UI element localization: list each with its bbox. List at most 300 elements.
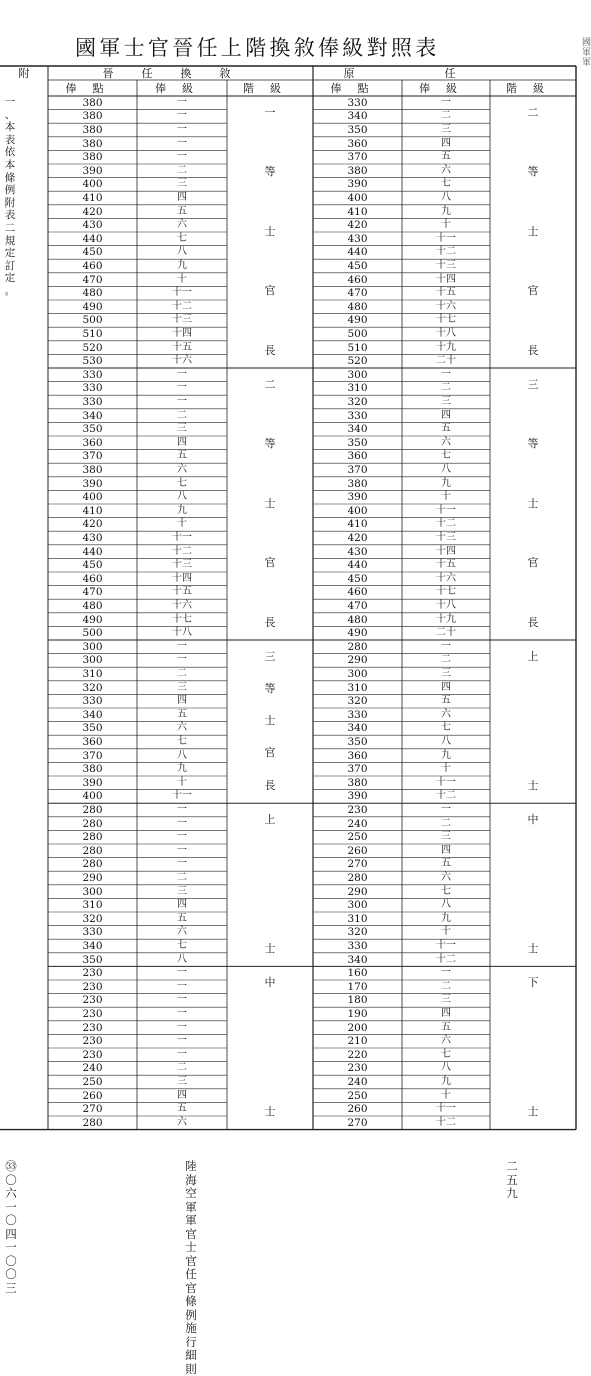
promo-points: 450 [48,246,137,258]
promo-points: 230 [48,1035,137,1047]
promo-grade: 七 [137,940,227,952]
orig-points: 350 [313,736,402,748]
orig-grade: 六 [402,709,490,721]
remark-note [2,96,18,298]
orig-points: 340 [313,954,402,966]
promo-points: 390 [48,478,137,490]
orig-grade: 十六 [402,301,490,313]
promo-points: 370 [48,450,137,462]
orig-grade: 十 [402,491,490,503]
promo-grade: 一 [137,641,227,653]
orig-grade: 五 [402,695,490,707]
remark-char: 訂 [2,260,18,273]
promo-rank-char: 官 [260,284,280,297]
promo-grade: 十四 [137,573,227,585]
orig-grade: 六 [402,437,490,449]
edge-char: 軍 [582,48,590,58]
promo-grade: 八 [137,750,227,762]
orig-grade: 十三 [402,532,490,544]
orig-points: 380 [313,165,402,177]
orig-points: 430 [313,546,402,558]
promo-rank-char: 等 [260,165,280,178]
promo-points: 240 [48,1062,137,1074]
promo-grade: 六 [137,722,227,734]
promo-points: 420 [48,518,137,530]
footer-date-char: 〇 [4,1174,18,1188]
promo-grade: 六 [137,464,227,476]
promo-points: 280 [48,1117,137,1129]
orig-points: 430 [313,233,402,245]
table-title: 國軍士官晉任上階換敘俸級對照表 [75,32,440,62]
footer-law-char: 軍 [184,1214,198,1228]
orig-grade: 七 [402,1049,490,1061]
promo-grade: 一 [137,97,227,109]
promo-rank-char: 上 [260,813,280,826]
orig-grade: 十五 [402,287,490,299]
promo-grade: 一 [137,967,227,979]
orig-points: 480 [313,301,402,313]
footer-law-char: 官 [184,1228,198,1242]
orig-grade: 九 [402,913,490,925]
footer-date-char: 一 [4,1241,18,1255]
orig-points: 230 [313,804,402,816]
promo-grade: 一 [137,831,227,843]
orig-points: 450 [313,260,402,272]
footer-date-char: 〇 [4,1214,18,1228]
promo-grade: 四 [137,192,227,204]
promo-points: 480 [48,600,137,612]
orig-grade: 八 [402,192,490,204]
promo-points: 400 [48,178,137,190]
orig-grade: 一 [402,967,490,979]
orig-rank-char: 上 [523,650,543,663]
orig-rank-char: 三 [523,378,543,391]
promo-points: 380 [48,110,137,122]
orig-points: 310 [313,682,402,694]
orig-points: 280 [313,641,402,653]
footer-date [4,1160,18,1295]
promo-points: 380 [48,763,137,775]
orig-points: 350 [313,124,402,136]
orig-grade: 十 [402,219,490,231]
orig-rank-char: 二 [523,106,543,119]
promo-grade: 十三 [137,314,227,326]
orig-points: 330 [313,940,402,952]
orig-grade: 九 [402,206,490,218]
footer-date-char: 〇 [4,1268,18,1282]
orig-points: 360 [313,450,402,462]
promo-points: 280 [48,804,137,816]
orig-grade: 十 [402,926,490,938]
orig-grade: 十二 [402,246,490,258]
orig-points: 190 [313,1008,402,1020]
promo-grade: 十六 [137,355,227,367]
orig-grade: 二十 [402,627,490,639]
footer-page-char: 五 [505,1174,519,1188]
orig-points: 520 [313,355,402,367]
orig-grade: 十一 [402,940,490,952]
orig-grade: 七 [402,722,490,734]
promo-points: 350 [48,423,137,435]
remark-char: 二 [2,222,18,235]
orig-grade: 十三 [402,260,490,272]
promo-grade: 二 [137,410,227,422]
promo-points: 310 [48,668,137,680]
orig-points: 260 [313,845,402,857]
orig-rank-char: 等 [523,437,543,450]
remark-char: 、 [2,109,18,122]
header-remark: 附 [19,67,30,80]
edge-char: 軍 [582,58,590,68]
promo-points: 290 [48,872,137,884]
orig-grade: 三 [402,396,490,408]
promo-points: 460 [48,260,137,272]
promo-rank-char: 一 [260,106,280,119]
promo-grade: 一 [137,382,227,394]
footer-law-char: 官 [184,1255,198,1269]
promo-grade: 十一 [137,287,227,299]
orig-points: 460 [313,274,402,286]
orig-points: 340 [313,423,402,435]
orig-grade: 三 [402,994,490,1006]
promo-rank-char: 中 [260,976,280,989]
remark-char: 。 [2,285,18,298]
promo-points: 390 [48,165,137,177]
orig-grade: 十一 [402,505,490,517]
footer-law-title [184,1160,198,1376]
header-grade: 俸級 [155,82,209,95]
footer-law-char: 海 [184,1174,198,1188]
promo-grade: 三 [137,886,227,898]
orig-points: 180 [313,994,402,1006]
orig-grade: 七 [402,886,490,898]
orig-points: 490 [313,627,402,639]
promo-points: 440 [48,546,137,558]
orig-points: 470 [313,287,402,299]
footer-law-char: 空 [184,1187,198,1201]
orig-grade: 十一 [402,777,490,789]
orig-points: 420 [313,219,402,231]
orig-rank-char: 士 [523,942,543,955]
header-promotion: 晉任換敘 [103,67,259,80]
promo-rank-char: 官 [260,556,280,569]
promo-points: 500 [48,314,137,326]
promo-grade: 八 [137,246,227,258]
orig-points: 500 [313,328,402,340]
footer-page-char: 二 [505,1160,519,1174]
promo-points: 330 [48,369,137,381]
promo-rank-char: 長 [260,779,280,792]
orig-grade: 五 [402,1022,490,1034]
promo-points: 330 [48,926,137,938]
orig-points: 420 [313,532,402,544]
promo-rank-char: 官 [260,746,280,759]
orig-points: 390 [313,491,402,503]
page-edge-text [582,38,590,68]
promo-grade: 四 [137,1090,227,1102]
promo-grade: 一 [137,981,227,993]
promo-points: 440 [48,233,137,245]
orig-grade: 八 [402,464,490,476]
promo-grade: 十五 [137,586,227,598]
orig-points: 380 [313,777,402,789]
orig-grade: 三 [402,124,490,136]
promo-grade: 九 [137,260,227,272]
orig-rank-char: 長 [523,616,543,629]
promo-rank-char: 士 [260,714,280,727]
promo-points: 330 [48,695,137,707]
orig-points: 380 [313,478,402,490]
promo-grade: 十五 [137,342,227,354]
footer-law-char: 則 [184,1363,198,1376]
promo-points: 380 [48,464,137,476]
orig-points: 260 [313,1103,402,1115]
promo-grade: 九 [137,763,227,775]
remark-char: 表 [2,134,18,147]
remark-char: 附 [2,197,18,210]
orig-grade: 五 [402,151,490,163]
promo-points: 300 [48,886,137,898]
promo-points: 280 [48,858,137,870]
promo-points: 320 [48,682,137,694]
orig-grade: 二十 [402,355,490,367]
orig-points: 450 [313,573,402,585]
promo-points: 490 [48,614,137,626]
orig-grade: 二 [402,981,490,993]
promo-points: 280 [48,818,137,830]
header-points: 俸點 [66,82,120,95]
promo-grade: 二 [137,668,227,680]
promo-grade: 一 [137,369,227,381]
promo-points: 400 [48,491,137,503]
orig-rank-char: 士 [523,779,543,792]
promo-grade: 十一 [137,532,227,544]
promo-grade: 八 [137,954,227,966]
promo-grade: 一 [137,151,227,163]
promo-points: 380 [48,138,137,150]
promo-grade: 四 [137,695,227,707]
header-grade: 俸級 [419,82,473,95]
promo-grade: 七 [137,233,227,245]
promo-points: 410 [48,505,137,517]
promo-grade: 十 [137,777,227,789]
promo-grade: 四 [137,899,227,911]
orig-grade: 十二 [402,954,490,966]
orig-points: 390 [313,178,402,190]
orig-grade: 一 [402,641,490,653]
promo-grade: 一 [137,654,227,666]
orig-points: 410 [313,206,402,218]
promo-points: 470 [48,274,137,286]
orig-points: 340 [313,110,402,122]
orig-rank-char: 中 [523,813,543,826]
promo-grade: 六 [137,1117,227,1129]
orig-points: 300 [313,668,402,680]
promo-points: 230 [48,1049,137,1061]
orig-points: 330 [313,97,402,109]
promo-points: 510 [48,328,137,340]
promo-grade: 一 [137,818,227,830]
orig-points: 320 [313,695,402,707]
orig-grade: 四 [402,138,490,150]
promo-rank-char: 士 [260,942,280,955]
remark-char: 定 [2,272,18,285]
promo-grade: 十七 [137,614,227,626]
promo-points: 230 [48,994,137,1006]
orig-grade: 六 [402,1035,490,1047]
promo-points: 430 [48,532,137,544]
promo-points: 380 [48,124,137,136]
orig-grade: 五 [402,858,490,870]
promo-grade: 三 [137,682,227,694]
promo-points: 250 [48,1076,137,1088]
promo-grade: 六 [137,926,227,938]
orig-points: 460 [313,586,402,598]
promo-grade: 一 [137,994,227,1006]
promo-grade: 一 [137,138,227,150]
promo-grade: 一 [137,845,227,857]
footer-date-char: 〇 [4,1255,18,1269]
remark-char: 表 [2,209,18,222]
promo-points: 300 [48,641,137,653]
remark-char: 本 [2,159,18,172]
promo-points: 450 [48,559,137,571]
promo-grade: 七 [137,478,227,490]
orig-points: 320 [313,396,402,408]
orig-grade: 一 [402,369,490,381]
promo-points: 340 [48,940,137,952]
promo-grade: 十 [137,274,227,286]
orig-points: 310 [313,382,402,394]
orig-grade: 七 [402,178,490,190]
orig-grade: 二 [402,654,490,666]
promo-points: 470 [48,586,137,598]
promo-grade: 三 [137,178,227,190]
promo-points: 430 [48,219,137,231]
footer-law-char: 細 [184,1349,198,1363]
promo-rank-char: 三 [260,650,280,663]
orig-grade: 七 [402,450,490,462]
promo-rank-char: 等 [260,682,280,695]
orig-points: 240 [313,1076,402,1088]
promo-points: 360 [48,736,137,748]
promo-grade: 一 [137,1049,227,1061]
promo-points: 530 [48,355,137,367]
footer-law-char: 條 [184,1295,198,1309]
footer-date-char: 四 [4,1228,18,1242]
promo-grade: 一 [137,1035,227,1047]
orig-grade: 四 [402,1008,490,1020]
orig-points: 510 [313,342,402,354]
promo-grade: 四 [137,437,227,449]
orig-grade: 四 [402,682,490,694]
promo-grade: 十二 [137,546,227,558]
orig-grade: 一 [402,97,490,109]
promo-grade: 十二 [137,301,227,313]
promo-grade: 一 [137,1022,227,1034]
orig-grade: 二 [402,818,490,830]
promo-points: 390 [48,777,137,789]
orig-grade: 十二 [402,518,490,530]
orig-grade: 六 [402,165,490,177]
promo-points: 490 [48,301,137,313]
promo-grade: 五 [137,709,227,721]
promo-points: 280 [48,845,137,857]
promo-points: 370 [48,750,137,762]
promo-rank-char: 二 [260,378,280,391]
orig-points: 340 [313,722,402,734]
orig-grade: 十二 [402,1117,490,1129]
orig-points: 220 [313,1049,402,1061]
orig-grade: 十七 [402,586,490,598]
orig-points: 200 [313,1022,402,1034]
orig-points: 370 [313,151,402,163]
orig-grade: 十八 [402,600,490,612]
orig-rank-char: 官 [523,284,543,297]
promo-points: 350 [48,954,137,966]
promo-points: 300 [48,654,137,666]
promo-points: 280 [48,831,137,843]
orig-points: 290 [313,886,402,898]
promo-grade: 九 [137,505,227,517]
orig-rank-char: 下 [523,976,543,989]
orig-grade: 十四 [402,546,490,558]
orig-grade: 九 [402,750,490,762]
orig-points: 440 [313,246,402,258]
promo-grade: 一 [137,1008,227,1020]
orig-grade: 五 [402,423,490,435]
promo-points: 230 [48,967,137,979]
orig-grade: 四 [402,410,490,422]
orig-rank-char: 士 [523,1105,543,1118]
orig-grade: 十 [402,763,490,775]
orig-points: 480 [313,614,402,626]
remark-char: 依 [2,146,18,159]
orig-grade: 八 [402,899,490,911]
promo-points: 380 [48,151,137,163]
promo-grade: 一 [137,396,227,408]
orig-points: 400 [313,192,402,204]
footer-law-char: 任 [184,1268,198,1282]
promo-grade: 五 [137,450,227,462]
orig-grade: 九 [402,1076,490,1088]
promo-points: 310 [48,899,137,911]
orig-points: 250 [313,831,402,843]
orig-points: 390 [313,790,402,802]
orig-grade: 八 [402,736,490,748]
footer-law-char: 例 [184,1309,198,1323]
orig-points: 300 [313,899,402,911]
promo-grade: 一 [137,858,227,870]
footer-law-char: 陸 [184,1160,198,1174]
header-rank: 階級 [243,82,297,95]
orig-grade: 十一 [402,1103,490,1115]
promo-grade: 八 [137,491,227,503]
promo-grade: 十一 [137,790,227,802]
orig-grade: 四 [402,845,490,857]
promo-grade: 七 [137,736,227,748]
promo-grade: 二 [137,165,227,177]
orig-grade: 十八 [402,328,490,340]
promo-grade: 二 [137,1062,227,1074]
orig-grade: 八 [402,1062,490,1074]
orig-points: 370 [313,763,402,775]
promo-points: 260 [48,1090,137,1102]
promo-points: 460 [48,573,137,585]
orig-points: 270 [313,858,402,870]
orig-points: 290 [313,654,402,666]
footer-law-char: 官 [184,1282,198,1296]
